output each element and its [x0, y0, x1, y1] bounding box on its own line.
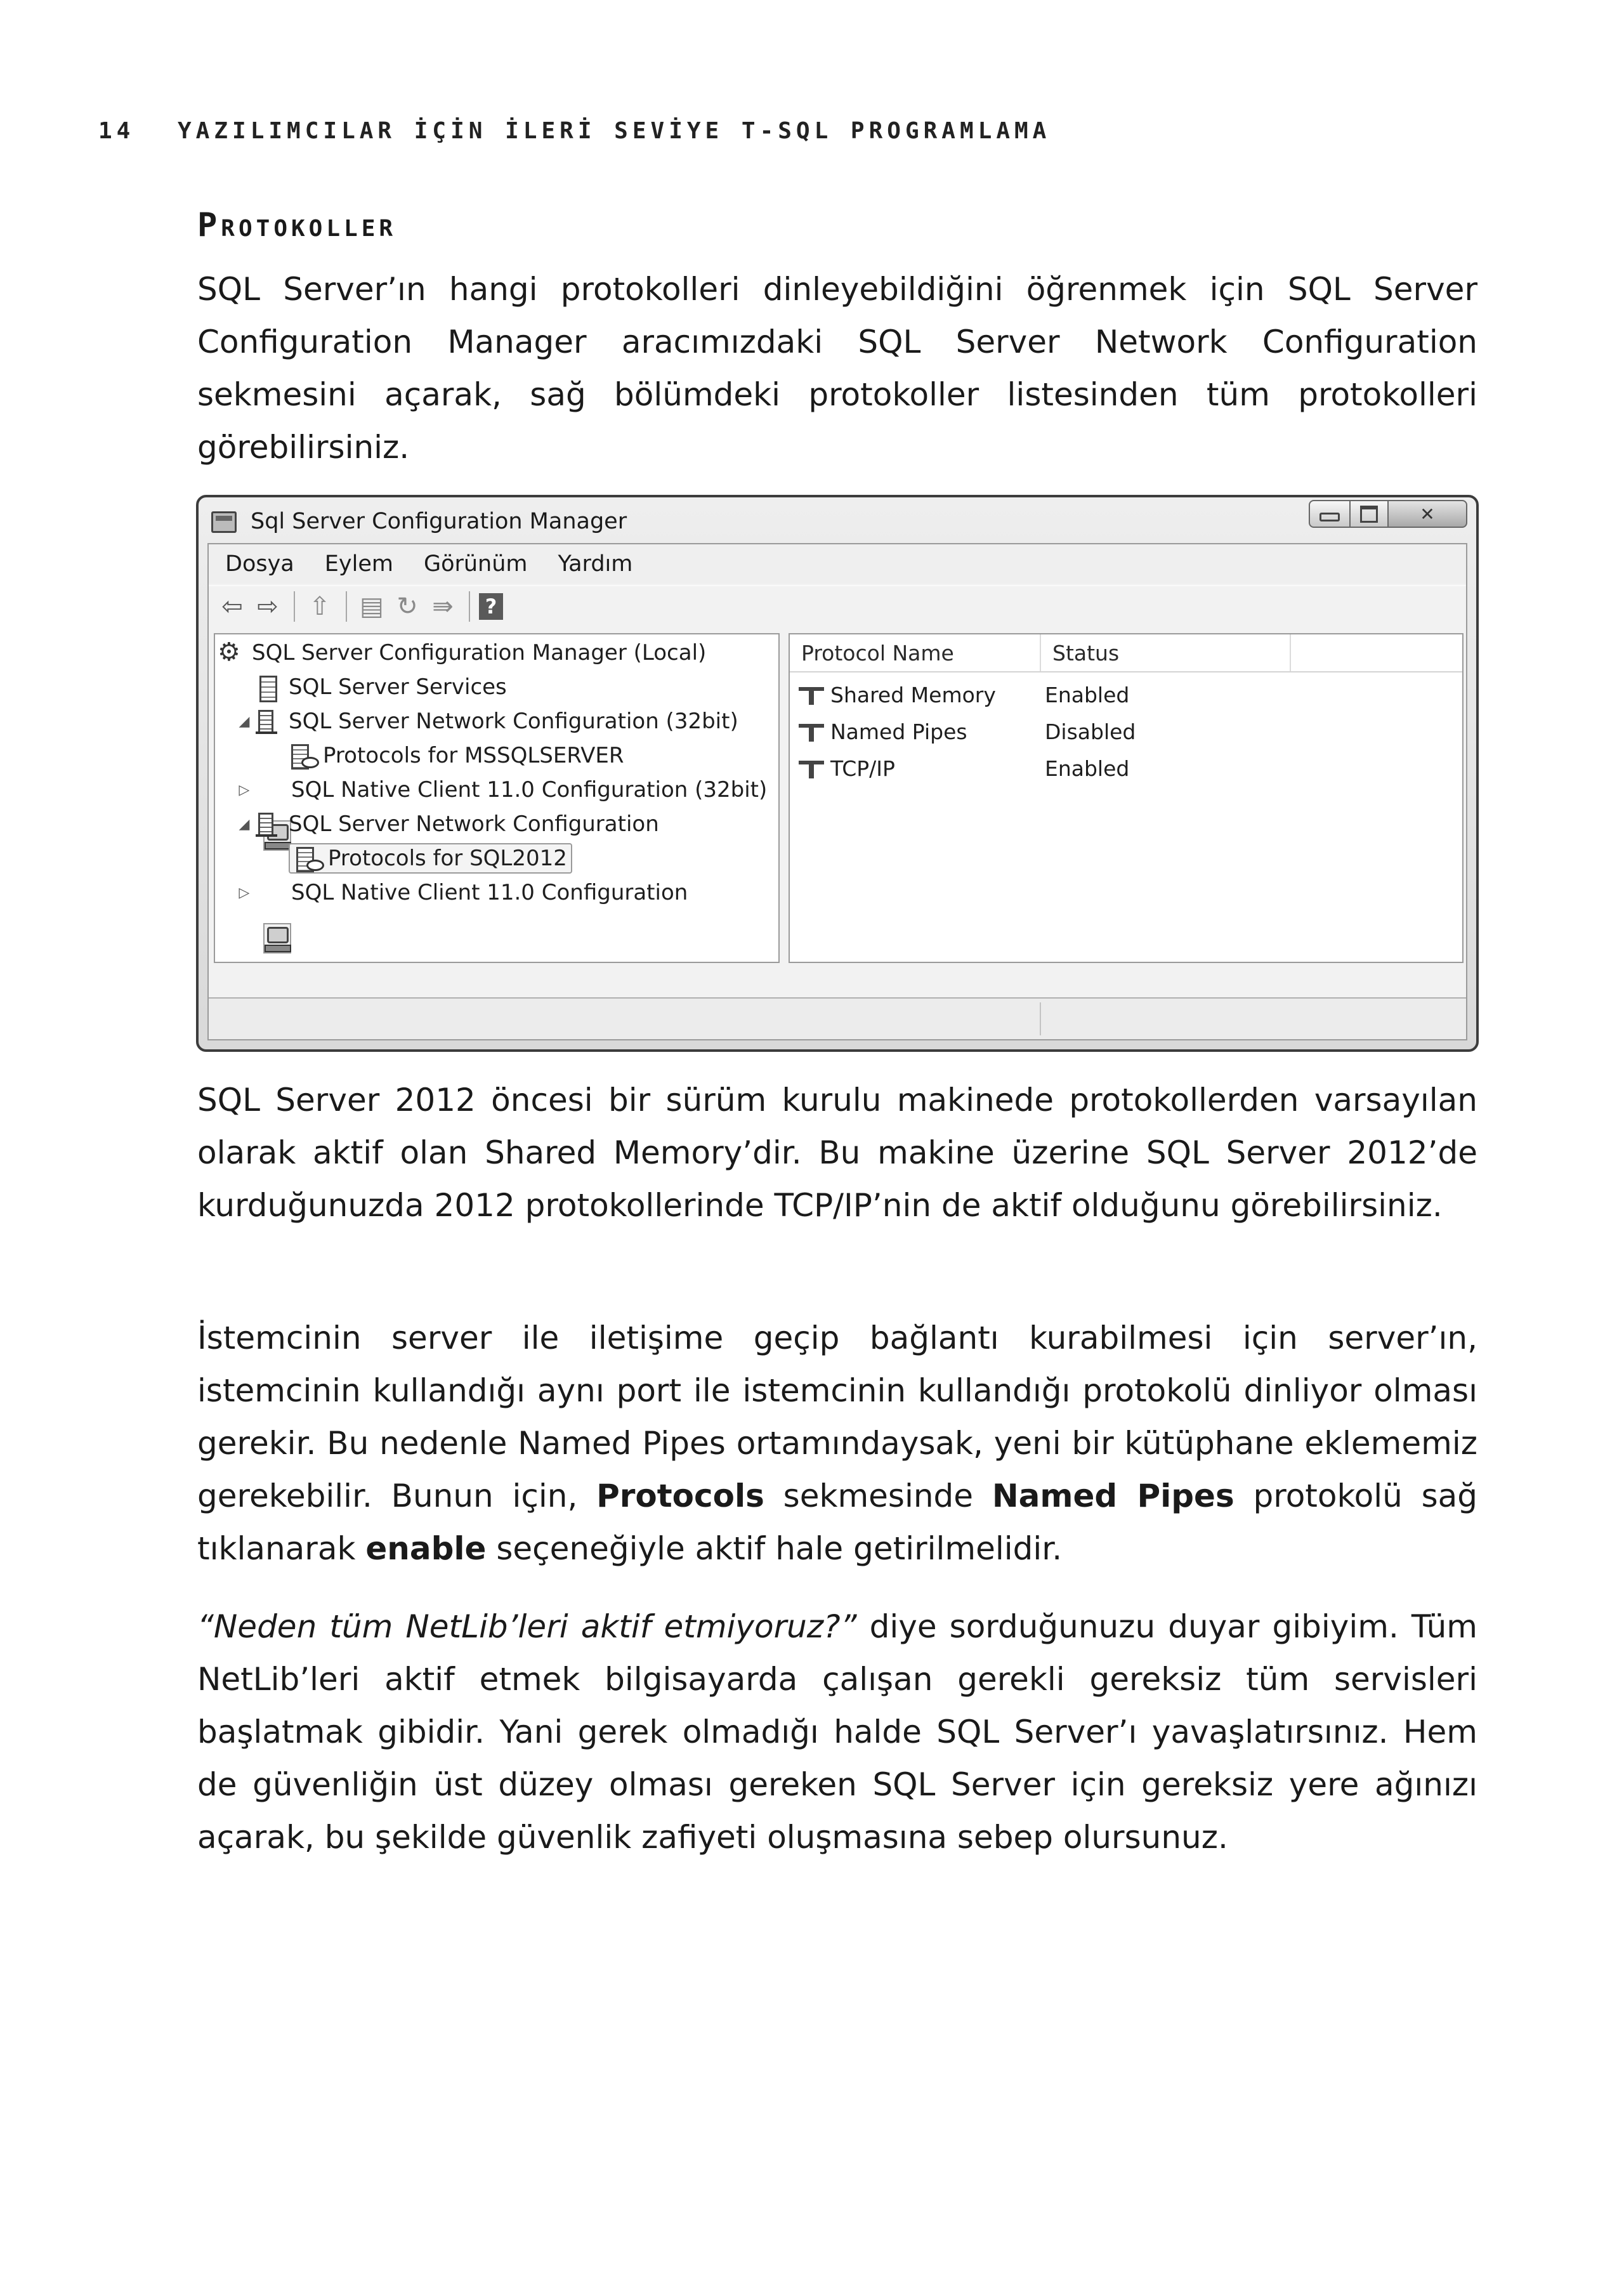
column-header-protocol-name[interactable]: Protocol Name — [790, 634, 1041, 671]
protocols-icon — [289, 742, 314, 770]
status-bar — [209, 997, 1466, 1039]
menu-yardim[interactable]: Yardım — [558, 551, 633, 577]
window-client — [207, 543, 1467, 1040]
tree-item-native-client[interactable] — [234, 877, 688, 908]
list-row-named-pipes[interactable] — [790, 713, 1136, 750]
list-header — [790, 634, 1462, 672]
tree-item-label: Protocols for SQL2012 — [328, 846, 567, 871]
tree-pane[interactable] — [214, 633, 780, 963]
menu-eylem[interactable]: Eylem — [324, 551, 393, 577]
config-manager-window — [196, 495, 1479, 1052]
window-title: Sql Server Configuration Manager — [251, 509, 627, 534]
minimize-button[interactable] — [1309, 500, 1351, 528]
maximize-icon — [1360, 506, 1378, 523]
tree-item-network-config-32bit[interactable] — [234, 705, 738, 737]
maximize-button[interactable] — [1351, 500, 1389, 528]
column-header-status[interactable]: Status — [1041, 634, 1291, 671]
tree-item-sql-server-services[interactable] — [234, 671, 507, 703]
expand-arrow-icon[interactable]: ▷ — [239, 782, 250, 798]
paragraph-intro: SQL Server’ın hangi protokolleri dinleyebildiğini öğrenmek için SQL Server Configuration Manager aracımızdaki SQL Server Network Configuration sekmesini açarak, sağ bölümdeki protokoller listesinden tüm protokolleri görebilirsiniz. — [197, 271, 1477, 466]
menu-gorunum[interactable]: Görünüm — [423, 551, 528, 577]
toolbar-separator — [346, 591, 347, 622]
up-folder-icon[interactable]: ⇧ — [309, 592, 331, 621]
running-head — [98, 118, 1051, 146]
p3-bold-protocols: Protocols — [596, 1478, 764, 1514]
network-server-icon — [254, 707, 280, 735]
tree-item-protocols-mssqlserver[interactable] — [289, 740, 624, 771]
tree-item-label: SQL Native Client 11.0 Configuration (32bit) — [291, 777, 768, 803]
p3-text-1: İstemcinin server ile iletişime geçip bağlantı kurabilmesi için server’ın, istemcinin kullandığı aynı port ile istemcinin kullandığı protokolü dinliyor olması gerekir. Bu nedenle Named Pipes ortamındaysak, yeni bir kütüphane eklememiz gerekebilir. Bunun için, — [197, 1320, 1477, 1514]
tree-item-label: Protocols for MSSQLSERVER — [323, 743, 624, 768]
tree-item-label: SQL Server Network Configuration (32bit) — [289, 709, 738, 734]
p4-italic-question: “Neden tüm NetLib’leri aktif etmiyoruz?” — [197, 1608, 857, 1645]
client-icon — [263, 923, 291, 954]
back-arrow-icon[interactable]: ⇦ — [221, 592, 243, 621]
protocols-icon — [294, 844, 319, 872]
tree-item-network-config[interactable] — [234, 808, 659, 840]
page-number: 14 — [98, 118, 135, 144]
menu-bar — [209, 544, 1466, 584]
tree-item-native-client-32bit[interactable] — [234, 774, 767, 806]
p3-text-2: sekmesinde — [764, 1478, 992, 1514]
running-title: YAZILIMCILAR İÇİN İLERİ SEVİYE T-SQL PROGRAMLAMA — [178, 118, 1051, 144]
tree-item-label: SQL Server Configuration Manager (Local) — [252, 640, 707, 665]
status-separator — [1040, 1002, 1041, 1035]
collapse-arrow-icon[interactable]: ◢ — [239, 713, 250, 730]
tree-item-label: SQL Native Client 11.0 Configuration — [291, 880, 688, 905]
p3-text-4: seçeneğiyle aktif hale getirilmelidir. — [486, 1530, 1063, 1567]
section-title: Protokoller — [197, 206, 397, 244]
protocol-name: Named Pipes — [830, 719, 967, 744]
protocol-status: Enabled — [1045, 756, 1130, 781]
tree-item-root[interactable] — [218, 637, 706, 669]
tree-item-label: SQL Server Services — [289, 674, 507, 700]
protocol-icon — [799, 720, 827, 743]
protocol-list-pane[interactable] — [789, 633, 1464, 963]
help-icon[interactable]: ? — [479, 593, 503, 620]
p3-bold-enable: enable — [365, 1530, 487, 1567]
protocol-name: Shared Memory — [830, 682, 996, 707]
network-server-icon — [254, 810, 280, 838]
server-icon — [254, 673, 280, 701]
p3-text-3: protokolü sağ tıklanarak — [197, 1478, 1478, 1567]
app-icon — [211, 511, 237, 533]
p3-bold-named-pipes: Named Pipes — [992, 1478, 1234, 1514]
list-row-tcp-ip[interactable] — [790, 750, 1129, 787]
menu-dosya[interactable]: Dosya — [225, 551, 294, 577]
close-button[interactable] — [1389, 500, 1467, 528]
protocol-status: Disabled — [1045, 719, 1136, 744]
tool-icon — [218, 639, 243, 667]
protocol-icon — [799, 757, 827, 780]
title-bar — [199, 497, 1476, 543]
selected-tree-item[interactable] — [289, 843, 572, 874]
export-list-icon[interactable]: ⇛ — [432, 592, 454, 621]
toolbar-separator — [469, 591, 470, 622]
p4-text: diye sorduğunuzu duyar gibiyim. Tüm NetLib’leri aktif etmek bilgisayarda çalışan gerekli gereksiz tüm servisleri başlatmak gibidir. Yani gerek olmadığı halde SQL Server’ı yavaşlatırsınız. Hem de güvenliğin üst düzey olması gereken SQL Server için gereksiz yere ağınızı açarak, bu şekilde güvenlik zafiyeti oluşmasına sebep olursunuz. — [197, 1608, 1477, 1856]
protocol-icon — [799, 683, 827, 706]
minimize-icon — [1320, 513, 1340, 521]
paragraph-netlib — [197, 1601, 1477, 1864]
tree-item-label: SQL Server Network Configuration — [289, 811, 659, 837]
protocol-name: TCP/IP — [830, 756, 895, 781]
list-row-shared-memory[interactable] — [790, 676, 1129, 713]
toolbar-separator — [294, 591, 295, 622]
toolbar — [209, 585, 1466, 627]
paragraph-default-protocols: SQL Server 2012 öncesi bir sürüm kurulu makinede protokollerden varsayılan olarak aktif olan Shared Memory’dir. Bu makine üzerine SQL Server 2012’de kurduğunuzda 2012 protokollerinde TCP/IP’nin de aktif olduğunu görebilirsiniz. — [197, 1082, 1477, 1224]
tree-item-protocols-sql2012[interactable] — [289, 842, 572, 874]
close-icon: ✕ — [1420, 503, 1435, 525]
paragraph-client-server — [197, 1312, 1477, 1575]
refresh-icon[interactable]: ↻ — [396, 592, 418, 621]
expand-arrow-icon[interactable]: ▷ — [239, 884, 250, 901]
window-controls — [1309, 500, 1467, 528]
forward-arrow-icon[interactable]: ⇨ — [257, 592, 278, 621]
collapse-arrow-icon[interactable]: ◢ — [239, 816, 250, 832]
protocol-status: Enabled — [1045, 682, 1130, 707]
properties-icon[interactable]: ▤ — [360, 592, 384, 621]
